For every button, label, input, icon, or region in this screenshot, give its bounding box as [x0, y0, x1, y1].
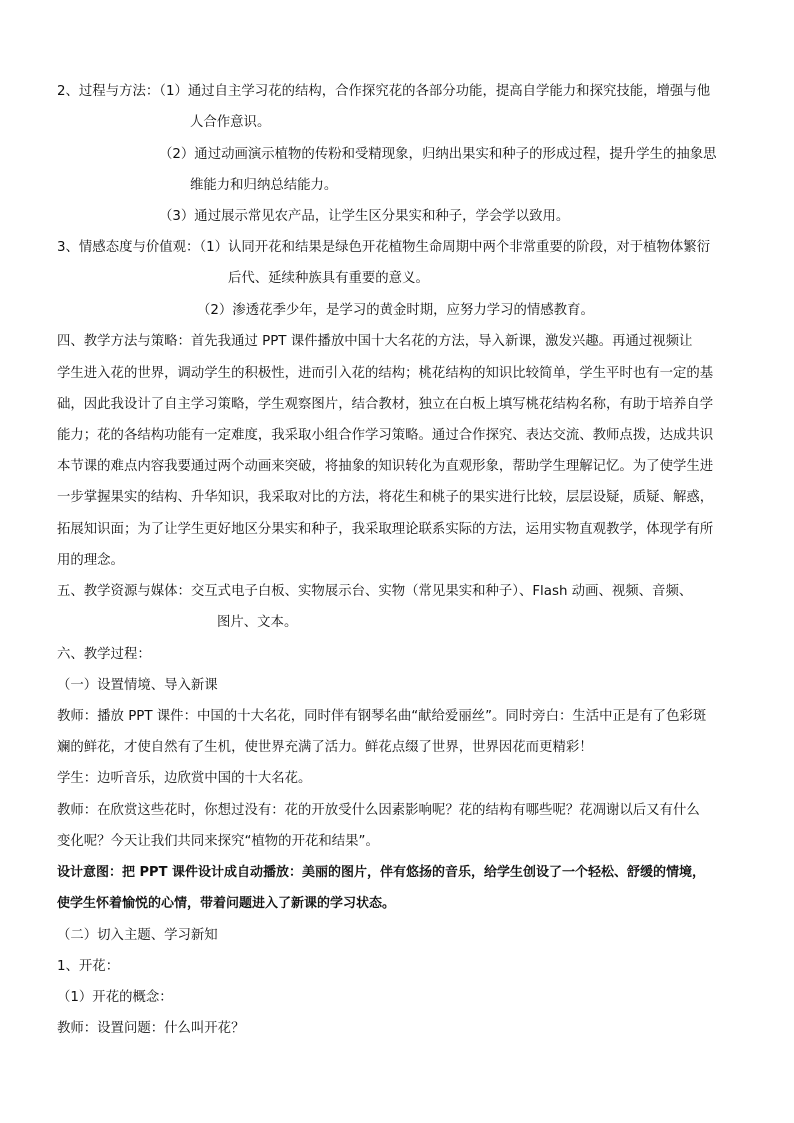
design-intent-line-2: 使学生怀着愉悦的心情，带着问题进入了新课的学习状态。 [57, 896, 396, 911]
process-method-line-3: （2）通过动画演示植物的传粉和受精现象，归纳出果实和种子的形成过程，提升学生的抽象思 [159, 147, 717, 162]
process-sub-2: （二）切入主题、学习新知 [57, 928, 218, 943]
teacher-2-line-1: 教师：在欣赏这些花时，你想过没有：花的开放受什么因素影响呢？花的结构有哪些呢？花凋谢以后又有什么 [57, 803, 700, 818]
process-method-line-2: 人合作意识。 [190, 115, 271, 130]
methods-line-8: 用的理念。 [57, 553, 124, 568]
methods-line-4: 能力；花的各结构功能有一定难度，我采取小组合作学习策略。通过合作探究、表达交流、教师点拨，达成共识 [57, 428, 714, 443]
design-intent-line-1: 设计意图：把 PPT 课件设计成自动播放：美丽的图片，伴有悠扬的音乐，给学生创设了一个轻松、舒缓的情境， [57, 865, 705, 880]
emotion-values-line-2: 后代、延续种族具有重要的意义。 [228, 271, 429, 286]
resources-line-2: 图片、文本。 [217, 615, 298, 630]
methods-line-5: 本节课的难点内容我要通过两个动画来突破，将抽象的知识转化为直观形象，帮助学生理解记忆。为了使学生进 [57, 459, 714, 474]
process-method-line-4: 维能力和归纳总结能力。 [190, 178, 338, 193]
emotion-values-line-3: （2）渗透花季少年，是学习的黄金时期，应努力学习的情感教育。 [197, 303, 594, 318]
process-method-line-1: 2、过程与方法：（1）通过自主学习花的结构，合作探究花的各部分功能，提高自学能力和探究技能，增强与他 [57, 84, 711, 99]
student-1: 学生：边听音乐，边欣赏中国的十大名花。 [57, 771, 312, 786]
emotion-values-line-1: 3、情感态度与价值观：（1）认同开花和结果是绿色开花植物生命周期中两个非常重要的阶段，对于植物体繁衍 [57, 240, 711, 255]
methods-line-6: 一步掌握果实的结构、升华知识，我采取对比的方法，将花生和桃子的果实进行比较，层层设疑，质疑、解惑， [57, 490, 714, 505]
methods-line-7: 拓展知识面；为了让学生更好地区分果实和种子，我采取理论联系实际的方法，运用实物直观教学，体现学有所 [57, 522, 714, 537]
teacher-2-line-2: 变化呢？今天让我们共同来探究“植物的开花和结果”。 [57, 834, 379, 849]
resources-line-1: 五、教学资源与媒体：交互式电子白板、实物展示台、实物（常见果实和种子）、Flash 动画、视频、音频、 [57, 584, 693, 599]
teacher-1-line-1: 教师：播放 PPT 课件：中国的十大名花，同时伴有钢琴名曲“献给爱丽丝”。同时旁白：生活中正是有了色彩斑 [57, 709, 707, 724]
process-heading: 六、教学过程： [57, 647, 151, 662]
teacher-1-line-2: 斓的鲜花，才使自然有了生机，使世界充满了活力。鲜花点缀了世界，世界因花而更精彩！ [57, 740, 593, 755]
process-method-line-5: （3）通过展示常见农产品，让学生区分果实和种子，学会学以致用。 [159, 209, 570, 224]
item-1: 1、开花： [57, 959, 120, 974]
methods-line-1: 四、教学方法与策略：首先我通过 PPT 课件播放中国十大名花的方法，导入新课，激发兴趣。再通过视频让 [57, 334, 693, 349]
methods-line-3: 础，因此我设计了自主学习策略，学生观察图片，结合教材，独立在白板上填写桃花结构名称，有助于培养自学 [57, 397, 714, 412]
process-sub-1: （一）设置情境、导入新课 [57, 678, 218, 693]
item-1-1: （1）开花的概念： [57, 990, 173, 1005]
methods-line-2: 学生进入花的世界，调动学生的积极性，进而引入花的结构；桃花结构的知识比较简单，学生平时也有一定的基 [57, 366, 714, 381]
teacher-3: 教师：设置问题：什么叫开花？ [57, 1021, 245, 1036]
